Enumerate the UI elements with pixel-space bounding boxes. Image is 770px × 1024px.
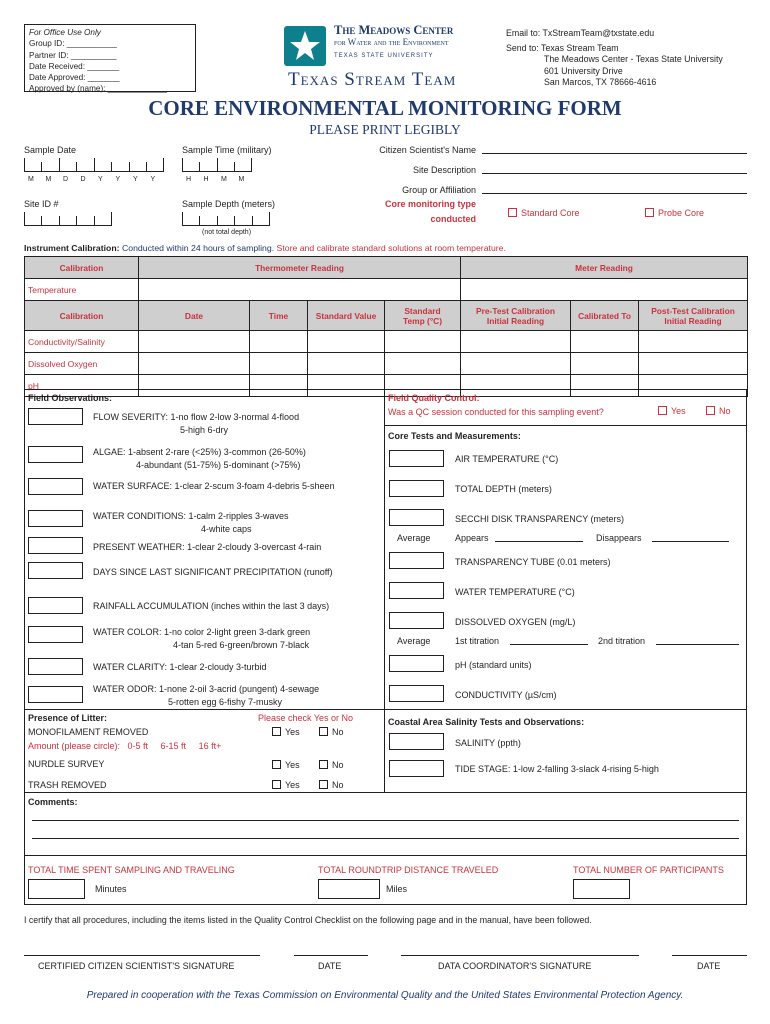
time-letter: H bbox=[186, 176, 192, 183]
participants-label: TOTAL NUMBER OF PARTICIPANTS bbox=[573, 865, 724, 875]
meter-reading-cell[interactable] bbox=[461, 279, 748, 301]
ph-label: pH (standard units) bbox=[455, 660, 532, 670]
days-since-input[interactable] bbox=[28, 562, 83, 579]
hdr-calibrated-to: Calibrated To bbox=[571, 301, 639, 331]
water-color-input[interactable] bbox=[28, 626, 83, 643]
mono-no-label: No bbox=[332, 727, 344, 737]
quality-control-question: Was a QC session conducted for this sampling event? bbox=[388, 407, 604, 417]
hdr-pretest-line1: Pre-Test Calibration bbox=[476, 305, 555, 316]
calibration-intro-navy: Conducted within 24 hours of sampling. bbox=[119, 243, 275, 253]
total-time-label: TOTAL TIME SPENT SAMPLING AND TRAVELING bbox=[28, 865, 235, 875]
mono-yes-option[interactable] bbox=[272, 727, 300, 737]
field-observations-heading: Field Observations: bbox=[28, 393, 113, 403]
cal-cell[interactable] bbox=[461, 353, 571, 375]
address-line-1: The Meadows Center - Texas State University bbox=[544, 54, 723, 65]
logo-line-4: Texas Stream Team bbox=[288, 69, 457, 90]
time-letter: M bbox=[238, 176, 245, 183]
hdr-posttest-line1: Post-Test Calibration bbox=[651, 305, 735, 316]
date-1-line[interactable] bbox=[294, 955, 368, 956]
hdr-pretest bbox=[461, 301, 571, 331]
water-surface-text: WATER SURFACE: 1-clear 2-scum 3-foam 4-debris 5-sheen bbox=[93, 481, 335, 491]
water-color-text: WATER COLOR: 1-no color 2-light green 3-dark green bbox=[93, 627, 311, 637]
not-total-depth-note: (not total depth) bbox=[202, 229, 252, 236]
probe-core-label: Probe Core bbox=[658, 208, 705, 218]
calibration-intro-red: Store and calibrate standard solutions at room temperature. bbox=[274, 243, 506, 253]
algae-text: ALGAE: 1-absent 2-rare (<25%) 3-common (26-50%) bbox=[93, 447, 306, 457]
cal-cell[interactable] bbox=[385, 353, 461, 375]
mono-yes-label: Yes bbox=[285, 727, 300, 737]
water-temp-label: WATER TEMPERATURE (°C) bbox=[455, 587, 575, 597]
ph-input[interactable] bbox=[389, 655, 444, 672]
contact-block bbox=[506, 28, 723, 89]
amount-circle-text: Amount (please circle): 0-5 ft 6-15 ft 16 ft+ bbox=[28, 741, 222, 751]
comments-line-2[interactable] bbox=[32, 838, 739, 839]
form-title: CORE ENVIRONMENTAL MONITORING FORM bbox=[148, 96, 622, 120]
secchi-input[interactable] bbox=[389, 509, 444, 526]
litter-instruction: Please check Yes or No bbox=[258, 713, 354, 723]
trash-yes-label: Yes bbox=[285, 780, 300, 790]
calibration-intro-bold: Instrument Calibration: bbox=[24, 243, 120, 253]
transparency-tube-label: TRANSPARENCY TUBE (0.01 meters) bbox=[455, 557, 611, 567]
litter-heading: Presence of Litter: bbox=[28, 713, 108, 723]
comments-heading: Comments: bbox=[28, 797, 78, 807]
mono-no-checkbox[interactable] bbox=[319, 727, 328, 736]
citizen-signature-line[interactable] bbox=[24, 955, 260, 956]
nurdle-no-checkbox[interactable] bbox=[319, 760, 328, 769]
trash-no-option[interactable] bbox=[319, 780, 344, 790]
hdr-standard-temp-line1: Standard bbox=[404, 305, 441, 316]
hdr-standard-value: Standard Value bbox=[308, 301, 385, 331]
standard-core-checkbox[interactable] bbox=[508, 208, 517, 217]
algae-text-2: 4-abundant (51-75%) 5-dominant (>75%) bbox=[136, 460, 301, 470]
probe-core-option[interactable] bbox=[645, 208, 704, 218]
tide-stage-input[interactable] bbox=[389, 760, 444, 777]
total-depth-input[interactable] bbox=[389, 480, 444, 497]
citizen-signature-label: CERTIFIED CITIZEN SCIENTIST'S SIGNATURE bbox=[38, 961, 235, 971]
logo-text bbox=[334, 24, 494, 62]
nurdle-label: NURDLE SURVEY bbox=[28, 759, 105, 769]
trash-yes-checkbox[interactable] bbox=[272, 780, 281, 789]
conductivity-row-label: Conductivity/Salinity bbox=[25, 331, 139, 353]
thermometer-reading-cell[interactable] bbox=[139, 279, 461, 301]
qc-yes-checkbox[interactable] bbox=[658, 406, 667, 415]
totals-section bbox=[24, 855, 747, 905]
date-letter: Y bbox=[115, 176, 121, 183]
site-id-input[interactable] bbox=[24, 212, 112, 226]
hdr-standard-temp bbox=[385, 301, 461, 331]
air-temp-label: AIR TEMPERATURE (°C) bbox=[455, 454, 559, 464]
date-approved-field: Date Approved: _______ bbox=[29, 73, 120, 83]
hdr-meter-reading: Meter Reading bbox=[461, 257, 748, 279]
address-line-2: 601 University Drive bbox=[544, 65, 623, 76]
sample-date-input[interactable] bbox=[24, 158, 164, 172]
secchi-disappears-label: Disappears bbox=[596, 533, 642, 543]
coastal-heading: Coastal Area Salinity Tests and Observations: bbox=[388, 717, 585, 727]
secchi-label: SECCHI DISK TRANSPARENCY (meters) bbox=[455, 514, 625, 524]
mono-no-option[interactable] bbox=[319, 727, 344, 737]
quality-control-heading: Field Quality Control: bbox=[388, 393, 480, 403]
form-subtitle: PLEASE PRINT LEGIBLY bbox=[309, 122, 461, 137]
qc-yes-option[interactable] bbox=[658, 406, 686, 416]
ph-row-label: pH bbox=[25, 375, 139, 397]
distance-label: TOTAL ROUNDTRIP DISTANCE TRAVELED bbox=[318, 865, 499, 875]
standard-core-option[interactable] bbox=[508, 208, 580, 218]
hdr-posttest bbox=[639, 301, 748, 331]
dissolved-oxygen-row-label: Dissolved Oxygen bbox=[25, 353, 139, 375]
send-to-text: Send to: Texas Stream Team bbox=[506, 42, 619, 53]
sample-depth-input[interactable] bbox=[182, 212, 270, 226]
hdr-standard-temp-line2: Temp (°C) bbox=[403, 315, 443, 326]
footer-note: Prepared in cooperation with the Texas Commission on Environmental Quality and the United States Environmental Protection Agency. bbox=[86, 990, 684, 1001]
rainfall-input[interactable] bbox=[28, 597, 83, 614]
miles-label: Miles bbox=[386, 884, 408, 894]
date-letter: Y bbox=[98, 176, 103, 183]
date-letter: Y bbox=[133, 176, 138, 183]
cal-cell[interactable] bbox=[571, 331, 639, 353]
trash-no-checkbox[interactable] bbox=[319, 780, 328, 789]
conductivity-label: CONDUCTIVITY (µS/cm) bbox=[455, 690, 557, 700]
secchi-disappears-input[interactable] bbox=[652, 541, 729, 542]
mono-yes-checkbox[interactable] bbox=[272, 727, 281, 736]
certify-statement: I certify that all procedures, including the items listed in the Quality Control Checklist on the following page and in the manual, have been followed. bbox=[24, 915, 592, 925]
core-monitoring-label: Core monitoring type bbox=[384, 199, 476, 209]
participants-input[interactable] bbox=[573, 879, 630, 899]
nurdle-no-option[interactable] bbox=[319, 760, 344, 770]
cal-cell[interactable] bbox=[639, 331, 748, 353]
flow-severity-text-2: 5-high 6-dry bbox=[180, 425, 229, 435]
qc-no-checkbox[interactable] bbox=[706, 406, 715, 415]
cal-cell[interactable] bbox=[571, 353, 639, 375]
trash-yes-option[interactable] bbox=[272, 780, 300, 790]
date-1-label: DATE bbox=[318, 961, 342, 971]
date-format-letters bbox=[28, 176, 168, 183]
email-text: Email to: TxStreamTeam@txstate.edu bbox=[506, 28, 655, 38]
total-time-input[interactable] bbox=[28, 879, 85, 899]
sample-time-label: Sample Time (military) bbox=[182, 145, 272, 155]
water-conditions-text: WATER CONDITIONS: 1-calm 2-ripples 3-waves bbox=[93, 511, 289, 521]
date-letter: D bbox=[63, 176, 69, 183]
address-line-3: San Marcos, TX 78666-4616 bbox=[544, 77, 657, 88]
cal-cell[interactable] bbox=[139, 353, 250, 375]
second-titration-label: 2nd titration bbox=[598, 636, 646, 646]
sample-date-label: Sample Date bbox=[24, 145, 77, 155]
nurdle-yes-option[interactable] bbox=[272, 760, 300, 770]
flow-severity-input[interactable] bbox=[28, 408, 83, 425]
coordinator-signature-line[interactable] bbox=[401, 955, 639, 956]
sample-depth-label: Sample Depth (meters) bbox=[182, 199, 276, 209]
date-letter: Y bbox=[150, 176, 156, 183]
tide-stage-label: TIDE STAGE: 1-low 2-falling 3-slack 4-rising 5-high bbox=[455, 764, 659, 774]
site-description-label: Site Description bbox=[412, 165, 476, 175]
conducted-label: conducted bbox=[430, 214, 476, 224]
logo-line-1: The Meadows Center bbox=[334, 23, 454, 37]
cal-cell[interactable] bbox=[308, 353, 385, 375]
group-id-field: Group ID: ___________ bbox=[29, 39, 117, 49]
salinity-label: SALINITY (ppth) bbox=[455, 738, 521, 748]
approved-by-field: Approved by (name): _____________ bbox=[29, 84, 167, 94]
water-clarity-input[interactable] bbox=[28, 658, 83, 675]
coordinator-signature-label: DATA COORDINATOR'S SIGNATURE bbox=[438, 961, 592, 971]
logo-line-3: TEXAS STATE UNIVERSITY bbox=[334, 53, 434, 59]
hdr-date: Date bbox=[139, 301, 250, 331]
first-titration-label: 1st titration bbox=[455, 636, 500, 646]
monofilament-label: MONOFILAMENT REMOVED bbox=[28, 727, 149, 737]
water-odor-text-2: 5-rotten egg 6-fishy 7-musky bbox=[168, 697, 283, 707]
total-depth-label: TOTAL DEPTH (meters) bbox=[455, 484, 552, 494]
sample-time-input[interactable] bbox=[182, 158, 252, 172]
present-weather-input[interactable] bbox=[28, 537, 83, 554]
core-tests-heading: Core Tests and Measurements: bbox=[388, 431, 521, 441]
first-titration-input[interactable] bbox=[510, 644, 588, 645]
secchi-appears-input[interactable] bbox=[495, 541, 583, 542]
present-weather-text: PRESENT WEATHER: 1-clear 2-cloudy 3-overcast 4-rain bbox=[93, 542, 322, 552]
dissolved-oxygen-input[interactable] bbox=[389, 612, 444, 629]
date-2-line[interactable] bbox=[672, 955, 747, 956]
cal-cell[interactable] bbox=[250, 331, 308, 353]
date-letter: M bbox=[28, 176, 34, 183]
secchi-average-label: Average bbox=[397, 533, 431, 543]
cal-cell[interactable] bbox=[639, 353, 748, 375]
water-surface-input[interactable] bbox=[28, 478, 83, 495]
nurdle-yes-label: Yes bbox=[285, 760, 300, 770]
nurdle-yes-checkbox[interactable] bbox=[272, 760, 281, 769]
date-letter: D bbox=[80, 176, 86, 183]
partner-id-field: Partner ID: __________ bbox=[29, 50, 117, 60]
meadows-logo-icon bbox=[284, 26, 326, 66]
trash-label: TRASH REMOVED bbox=[28, 780, 107, 790]
water-conditions-text-2: 4-white caps bbox=[201, 524, 252, 534]
air-temp-input[interactable] bbox=[389, 450, 444, 467]
time-format-letters bbox=[186, 176, 256, 183]
second-titration-input[interactable] bbox=[656, 644, 739, 645]
hdr-time: Time bbox=[250, 301, 308, 331]
distance-input[interactable] bbox=[318, 879, 380, 899]
site-description-input[interactable] bbox=[482, 173, 747, 174]
cal-cell[interactable] bbox=[308, 331, 385, 353]
cal-cell[interactable] bbox=[139, 331, 250, 353]
site-id-label: Site ID # bbox=[24, 199, 59, 209]
probe-core-checkbox[interactable] bbox=[645, 208, 654, 217]
water-odor-input[interactable] bbox=[28, 686, 83, 703]
cal-cell[interactable] bbox=[461, 331, 571, 353]
cal-cell[interactable] bbox=[250, 353, 308, 375]
days-since-text: DAYS SINCE LAST SIGNIFICANT PRECIPITATION (runoff) bbox=[93, 567, 333, 577]
time-letter: M bbox=[221, 176, 227, 183]
calibration-table bbox=[24, 256, 748, 397]
standard-core-label: Standard Core bbox=[521, 208, 580, 218]
citizen-name-label: Citizen Scientist's Name bbox=[379, 145, 476, 155]
time-letter: H bbox=[203, 176, 209, 183]
citizen-name-input[interactable] bbox=[482, 153, 747, 154]
qc-yes-label: Yes bbox=[671, 406, 686, 416]
minutes-label: Minutes bbox=[95, 884, 127, 894]
rainfall-text: RAINFALL ACCUMULATION (inches within the last 3 days) bbox=[93, 601, 330, 611]
office-heading: For Office Use Only bbox=[29, 28, 101, 37]
salinity-input[interactable] bbox=[389, 733, 444, 750]
hdr-posttest-line2: Initial Reading bbox=[664, 315, 722, 326]
comments-line-1[interactable] bbox=[32, 820, 739, 821]
water-temp-input[interactable] bbox=[389, 582, 444, 599]
group-affiliation-label: Group or Affiliation bbox=[402, 185, 476, 195]
flow-severity-text: FLOW SEVERITY: 1-no flow 2-low 3-normal 4-flood bbox=[93, 412, 300, 422]
algae-input[interactable] bbox=[28, 446, 83, 463]
group-affiliation-input[interactable] bbox=[482, 193, 747, 194]
calibration-intro bbox=[24, 243, 506, 253]
hdr-pretest-line2: Initial Reading bbox=[486, 315, 545, 326]
date-letter: M bbox=[45, 176, 52, 183]
hdr-calibration: Calibration bbox=[25, 257, 139, 279]
trash-no-label: No bbox=[332, 780, 344, 790]
qc-no-label: No bbox=[719, 406, 731, 416]
office-use-box bbox=[24, 24, 196, 92]
do-average-label: Average bbox=[397, 636, 431, 646]
cal-cell[interactable] bbox=[385, 331, 461, 353]
transparency-tube-input[interactable] bbox=[389, 552, 444, 569]
nurdle-no-label: No bbox=[332, 760, 344, 770]
secchi-appears-label: Appears bbox=[455, 533, 489, 543]
water-odor-text: WATER ODOR: 1-none 2-oil 3-acrid (pungent) 4-sewage bbox=[93, 684, 320, 694]
hdr-calibration-2: Calibration bbox=[25, 301, 139, 331]
conductivity-input[interactable] bbox=[389, 685, 444, 702]
hdr-thermometer-reading: Thermometer Reading bbox=[139, 257, 461, 279]
date-2-label: DATE bbox=[697, 961, 721, 971]
water-clarity-text: WATER CLARITY: 1-clear 2-cloudy 3-turbid bbox=[93, 662, 267, 672]
temperature-row-label: Temperature bbox=[25, 279, 139, 301]
dissolved-oxygen-label: DISSOLVED OXYGEN (mg/L) bbox=[455, 617, 576, 627]
qc-no-option[interactable] bbox=[706, 406, 731, 416]
logo-line-2: for Water and the Environment bbox=[334, 37, 449, 47]
water-color-text-2: 4-tan 5-red 6-green/brown 7-black bbox=[173, 640, 310, 650]
comments-section bbox=[24, 792, 747, 856]
date-received-field: Date Received: _______ bbox=[29, 61, 120, 71]
water-conditions-input[interactable] bbox=[28, 510, 83, 527]
